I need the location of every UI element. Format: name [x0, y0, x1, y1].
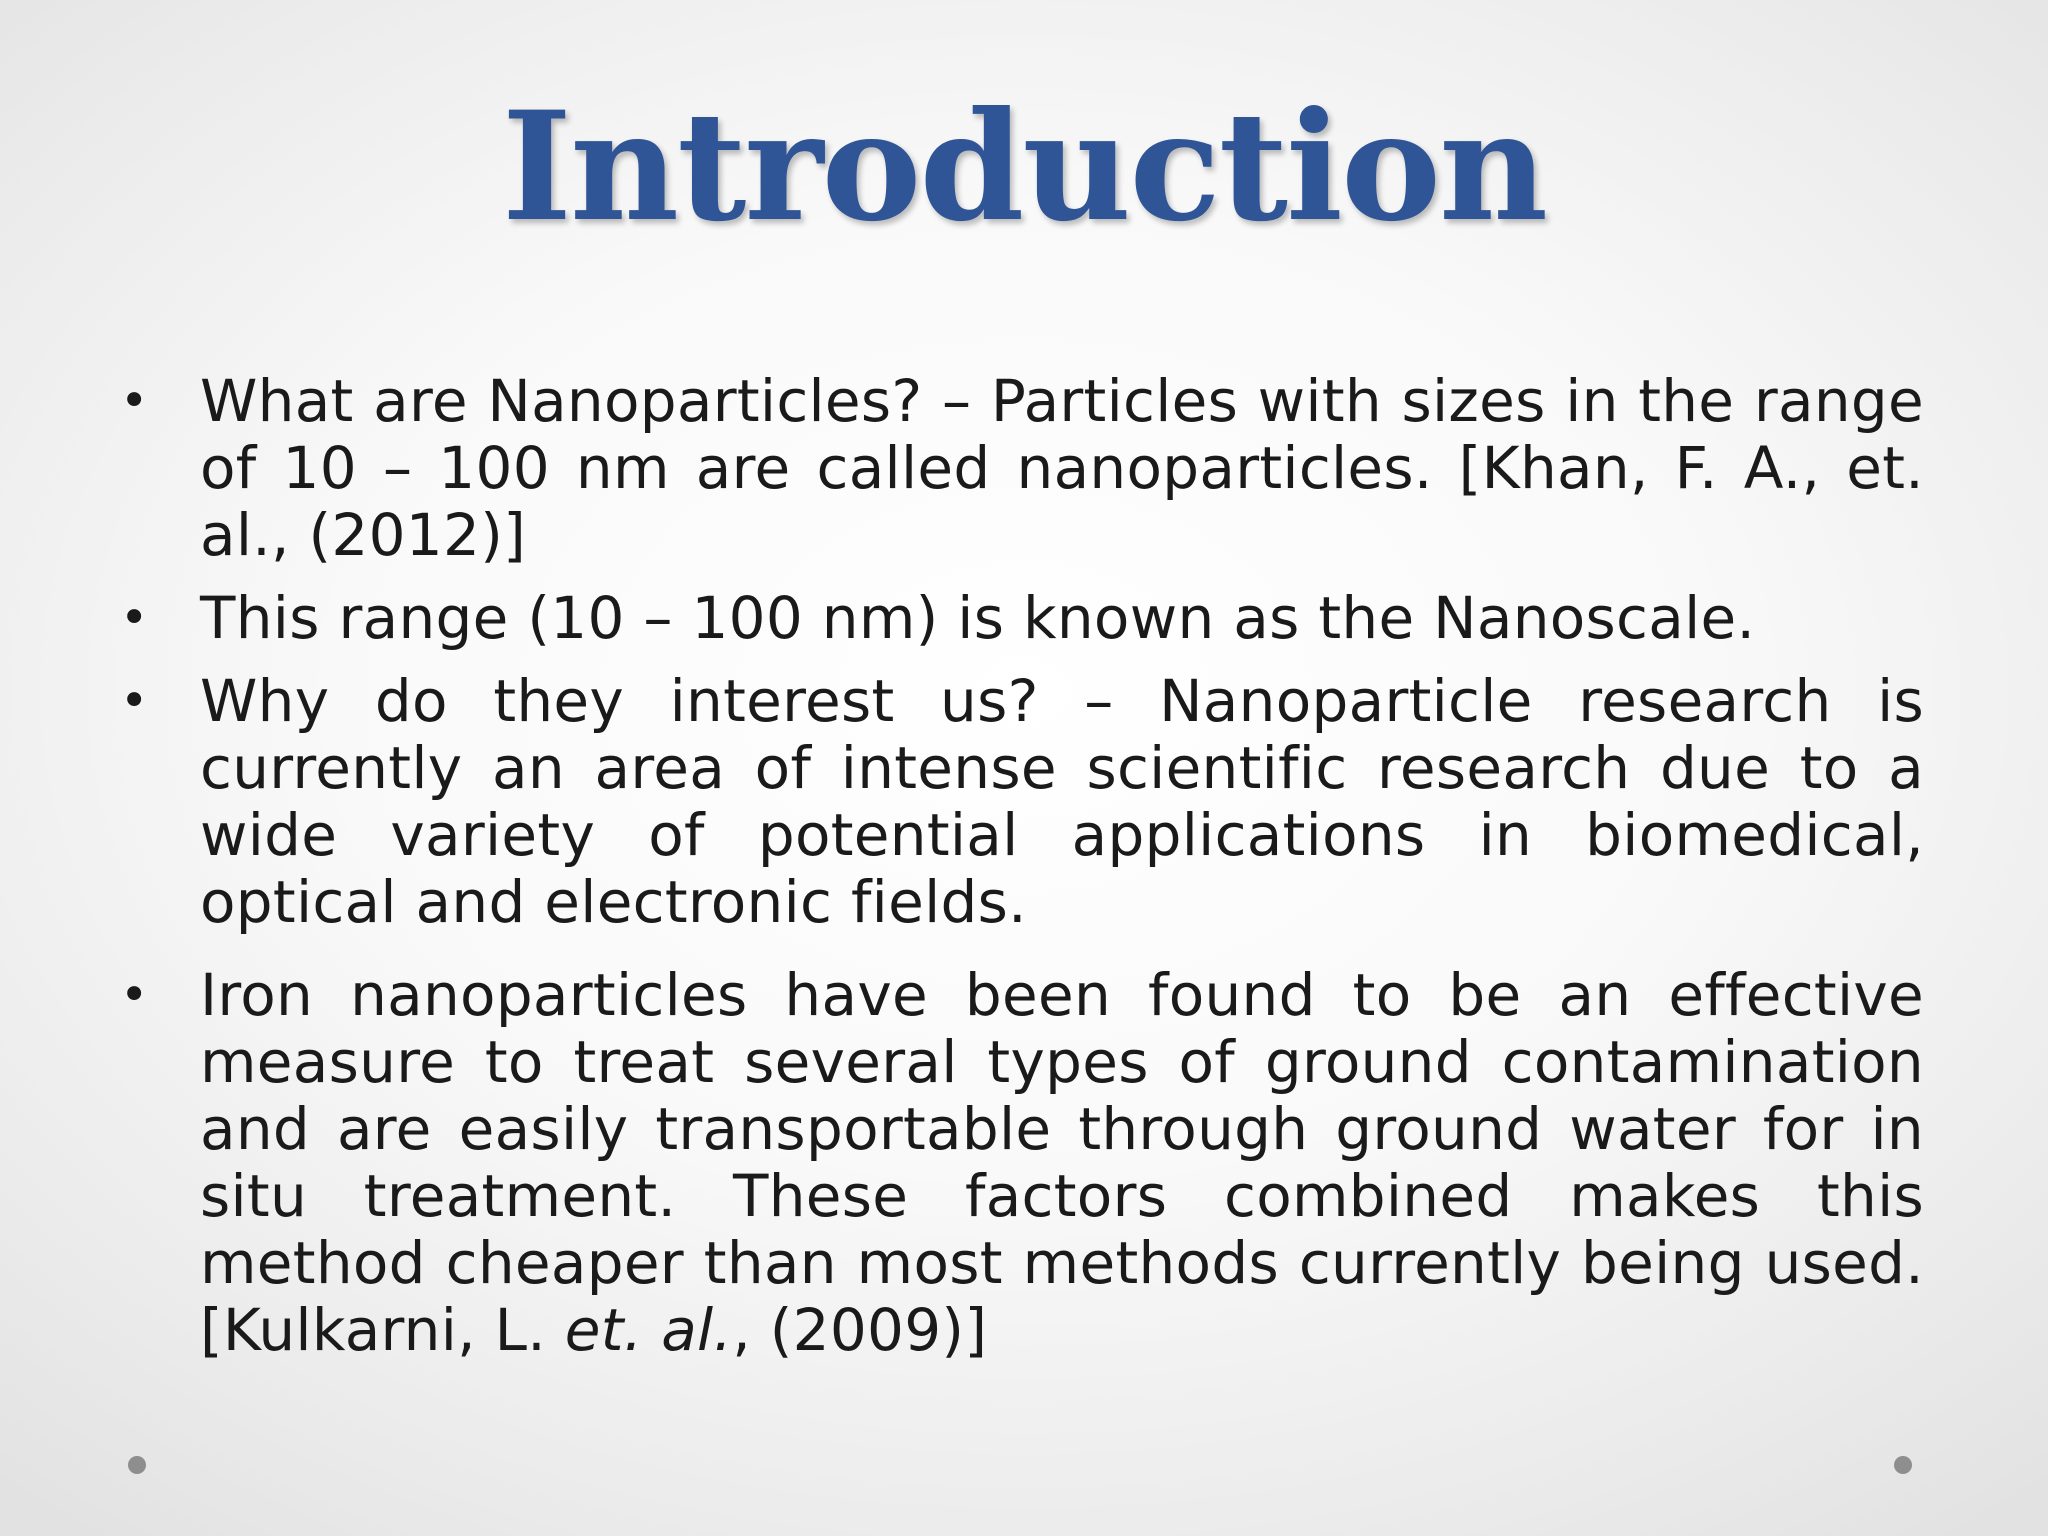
bullet-text: Iron nanoparticles have been found to be an effective measure to treat several types of ground contamination and are easily transportable through ground water for in situ treatment. These factors combined makes this method cheaper than most methods currently being used. [Kulkarni, L. [200, 961, 1924, 1364]
corner-dot-right [1894, 1456, 1912, 1474]
slide-title: Introduction [501, 79, 1547, 255]
bullet-text: What are Nanoparticles? – Particles with sizes in the range of 10 – 100 nm are called nanoparticles. [Khan, F. A., et. al., (2012)] [200, 367, 1924, 569]
bullet-text-italic: et. al. [564, 1296, 733, 1364]
bullet-text: This range (10 – 100 nm) is known as the Nanoscale. [200, 584, 1756, 652]
bullet-list [120, 367, 1924, 1380]
bullet-item-nanoparticles-definition [120, 367, 1924, 569]
bullet-marker: • [120, 673, 149, 729]
bullet-marker: • [120, 590, 149, 646]
bullet-text-end: , (2009)] [732, 1296, 988, 1364]
corner-dot-left [128, 1456, 146, 1474]
bullet-item-iron-nanoparticles [120, 961, 1924, 1364]
bullet-marker: • [120, 967, 149, 1023]
bullet-marker: • [120, 373, 149, 429]
bullet-text: Why do they interest us? – Nanoparticle research is currently an area of intense scientific research due to a wide variety of potential applications in biomedical, optical and electronic fields. [200, 667, 1924, 936]
bullet-item-interest [120, 667, 1924, 936]
bullet-item-nanoscale [120, 584, 1924, 652]
